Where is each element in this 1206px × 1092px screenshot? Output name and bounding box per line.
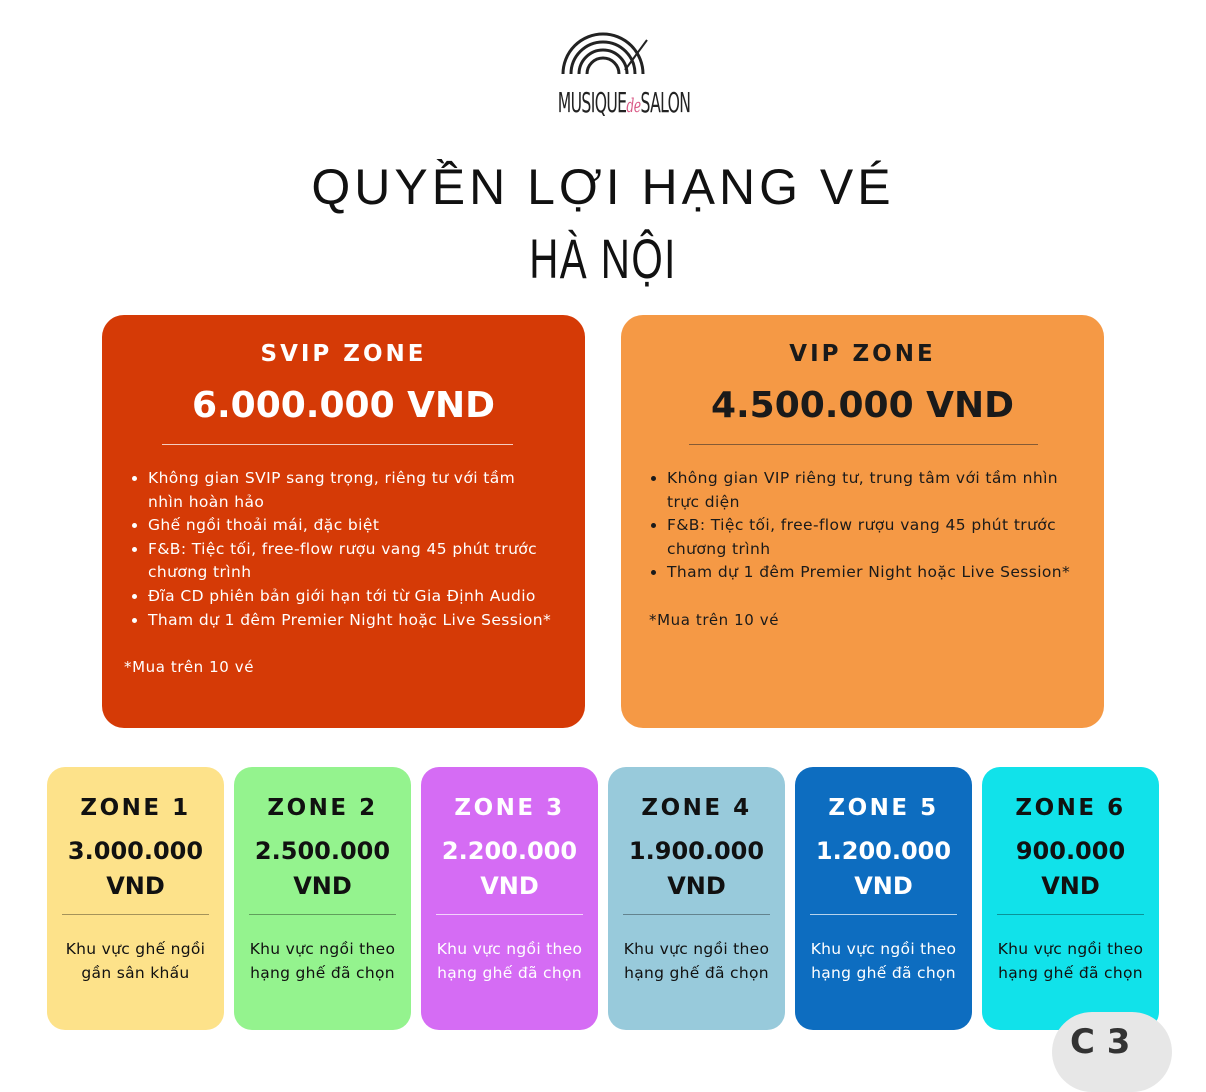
musique-de-salon-logo [530, 26, 691, 126]
benefit-item: • Tham dự 1 đêm Premier Night hoặc Live Session* [148, 609, 555, 633]
divider [810, 914, 957, 915]
zone-card-6 [982, 767, 1159, 1030]
zone-description: Khu vực ghế ngồi gần sân khấu [65, 940, 206, 982]
vinyl-arc-icon [555, 26, 651, 76]
vip-zone-price: 4.500.000 VND [710, 385, 1015, 426]
zone-description: Khu vực ngồi theo hạng ghế đã chọn [997, 940, 1144, 982]
zone-card-4 [608, 767, 785, 1030]
benefit-item: • Không gian SVIP sang trọng, riêng tư với tầm nhìn hoàn hảo [148, 467, 555, 514]
divider [249, 914, 396, 915]
benefit-item: • Tham dự 1 đêm Premier Night hoặc Live Session* [667, 561, 1074, 585]
logo-wordmark: MUSIQUEdeSALON [557, 86, 691, 119]
zone-price: 2.500.000 VND [254, 837, 391, 900]
vip-zone-card [621, 315, 1104, 728]
zone-card-3 [421, 767, 598, 1030]
zone-description: Khu vực ngồi theo hạng ghế đã chọn [249, 940, 396, 982]
zone-name: ZONE 3 [454, 795, 565, 821]
svip-zone-card [102, 315, 585, 728]
divider [436, 914, 583, 915]
benefit-item: • Không gian VIP riêng tư, trung tâm với tầm nhìn trực diện [667, 467, 1074, 514]
zone-price: 900.000 VND [1015, 837, 1126, 900]
vip-note: *Mua trên 10 vé [649, 611, 780, 629]
svip-zone-name: SVIP ZONE [260, 341, 427, 367]
zone-description: Khu vực ngồi theo hạng ghế đã chọn [623, 940, 770, 982]
zone-description: Khu vực ngồi theo hạng ghế đã chọn [436, 940, 583, 982]
page-subtitle: HÀ NỘI [529, 227, 677, 290]
benefit-item: • Đĩa CD phiên bản giới hạn tới từ Gia Định Audio [148, 585, 555, 609]
zone-card-1 [47, 767, 224, 1030]
zone-name: ZONE 5 [828, 795, 939, 821]
benefit-item: • F&B: Tiệc tối, free-flow rượu vang 45 phút trước chương trình [667, 514, 1074, 561]
zone-name: ZONE 4 [641, 795, 752, 821]
svip-note: *Mua trên 10 vé [124, 658, 255, 676]
zone-price: 1.200.000 VND [815, 837, 952, 900]
zone-description: Khu vực ngồi theo hạng ghế đã chọn [810, 940, 957, 982]
divider [162, 444, 513, 445]
corner-badge[interactable]: C 3 [1052, 1012, 1172, 1092]
divider [623, 914, 770, 915]
zone-price: 2.200.000 VND [441, 837, 578, 900]
vip-zone-name: VIP ZONE [789, 341, 936, 367]
divider [997, 914, 1144, 915]
svip-zone-price: 6.000.000 VND [191, 385, 496, 426]
zone-price: 1.900.000 VND [628, 837, 765, 900]
zone-name: ZONE 6 [1015, 795, 1126, 821]
benefit-item: • F&B: Tiệc tối, free-flow rượu vang 45 phút trước chương trình [148, 538, 555, 585]
zone-name: ZONE 2 [267, 795, 378, 821]
svip-benefit-list [128, 467, 555, 632]
vip-benefit-list [647, 467, 1074, 585]
zone-card-2 [234, 767, 411, 1030]
divider [689, 444, 1038, 445]
page-title: QUYỀN LỢI HẠNG VÉ [311, 159, 895, 215]
zone-card-5 [795, 767, 972, 1030]
benefit-item: • Ghế ngồi thoải mái, đặc biệt [148, 514, 555, 538]
zone-price: 3.000.000 VND [67, 837, 204, 900]
zone-name: ZONE 1 [80, 795, 191, 821]
divider [62, 914, 209, 915]
